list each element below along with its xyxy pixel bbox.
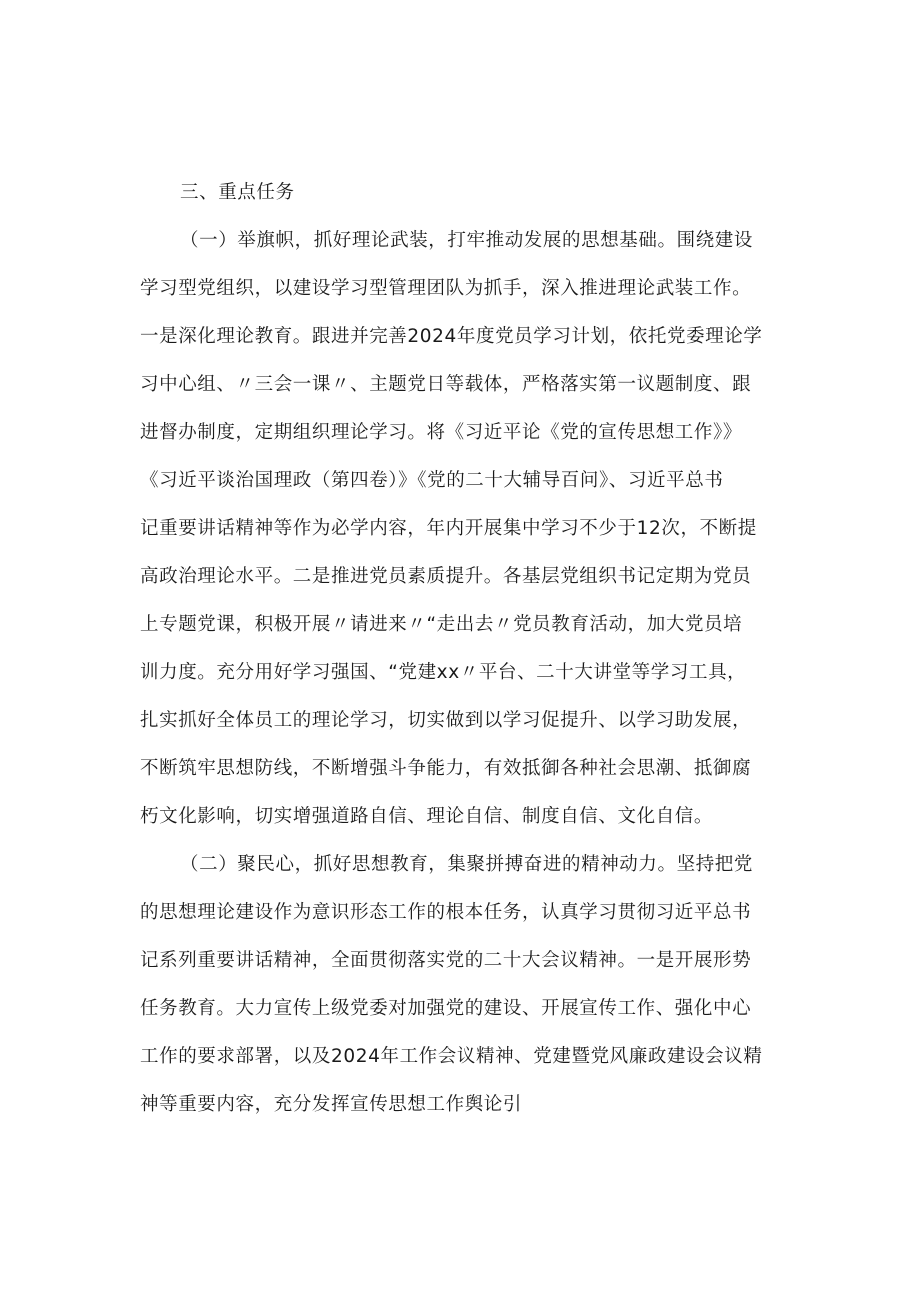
paragraph-1-line-6: 《习近平谈治国理政（第四卷）》《党的二十大辅导百问》、习近平总书 xyxy=(140,470,724,491)
paragraph-1-line-9: 上专题党课，积极开展〃请进来〃“走出去〃党员教育活动，加大党员培 xyxy=(140,614,743,635)
paragraph-1-line-12: 不断筑牢思想防线，不断增强斗争能力，有效抵御各种社会思潮、抵御腐 xyxy=(140,758,752,779)
paragraph-1-line-4: 习中心组、〃三会一课〃、主题党日等载体，严格落实第一议题制度、跟 xyxy=(140,374,752,395)
paragraph-1-line-2: 学习型党组织，以建设学习型管理团队为抓手，深入推进理论武装工作。 xyxy=(140,278,752,299)
paragraph-2-line-3: 记系列重要讲话精神，全面贯彻落实党的二十大会议精神。一是开展形势 xyxy=(140,950,752,971)
paragraph-2-line-2: 的思想理论建设作为意识形态工作的根本任务，认真学习贯彻习近平总书 xyxy=(140,902,752,923)
paragraph-1-line-10: 训力度。充分用好学习强国、“党建xx〃平台、二十大讲堂等学习工具， xyxy=(140,662,747,683)
paragraph-1-line-3: 一是深化理论教育。跟进并完善2024年度党员学习计划，依托党委理论学 xyxy=(140,326,763,347)
section-heading: 三、重点任务 xyxy=(180,182,295,203)
paragraph-1-line-13: 朽文化影响，切实增强道路自信、理论自信、制度自信、文化自信。 xyxy=(140,806,714,827)
paragraph-1-line-7: 记重要讲话精神等作为必学内容，年内开展集中学习不少于12次，不断提 xyxy=(140,518,757,539)
paragraph-1-line-5: 进督办制度，定期组织理论学习。将《习近平论《党的宣传思想工作》》 xyxy=(140,422,742,443)
paragraph-1-line-11: 扎实抓好全体员工的理论学习，切实做到以学习促提升、以学习助发展， xyxy=(140,710,752,731)
paragraph-2-line-1: （二）聚民心，抓好思想教育，集聚拼搏奋进的精神动力。坚持把党 xyxy=(180,854,754,875)
paragraph-2-line-4: 任务教育。大力宣传上级党委对加强党的建设、开展宣传工作、强化中心 xyxy=(140,998,752,1019)
paragraph-1-line-8: 高政治理论水平。二是推进党员素质提升。各基层党组织书记定期为党员 xyxy=(140,566,752,587)
paragraph-1-line-1: （一）举旗帜，抓好理论武装，打牢推动发展的思想基础。围绕建设 xyxy=(180,230,754,251)
paragraph-2-line-6: 神等重要内容，充分发挥宣传思想工作舆论引 xyxy=(140,1094,523,1115)
paragraph-2-line-5: 工作的要求部署，以及2024年工作会议精神、党建暨党风廉政建设会议精 xyxy=(140,1046,763,1067)
